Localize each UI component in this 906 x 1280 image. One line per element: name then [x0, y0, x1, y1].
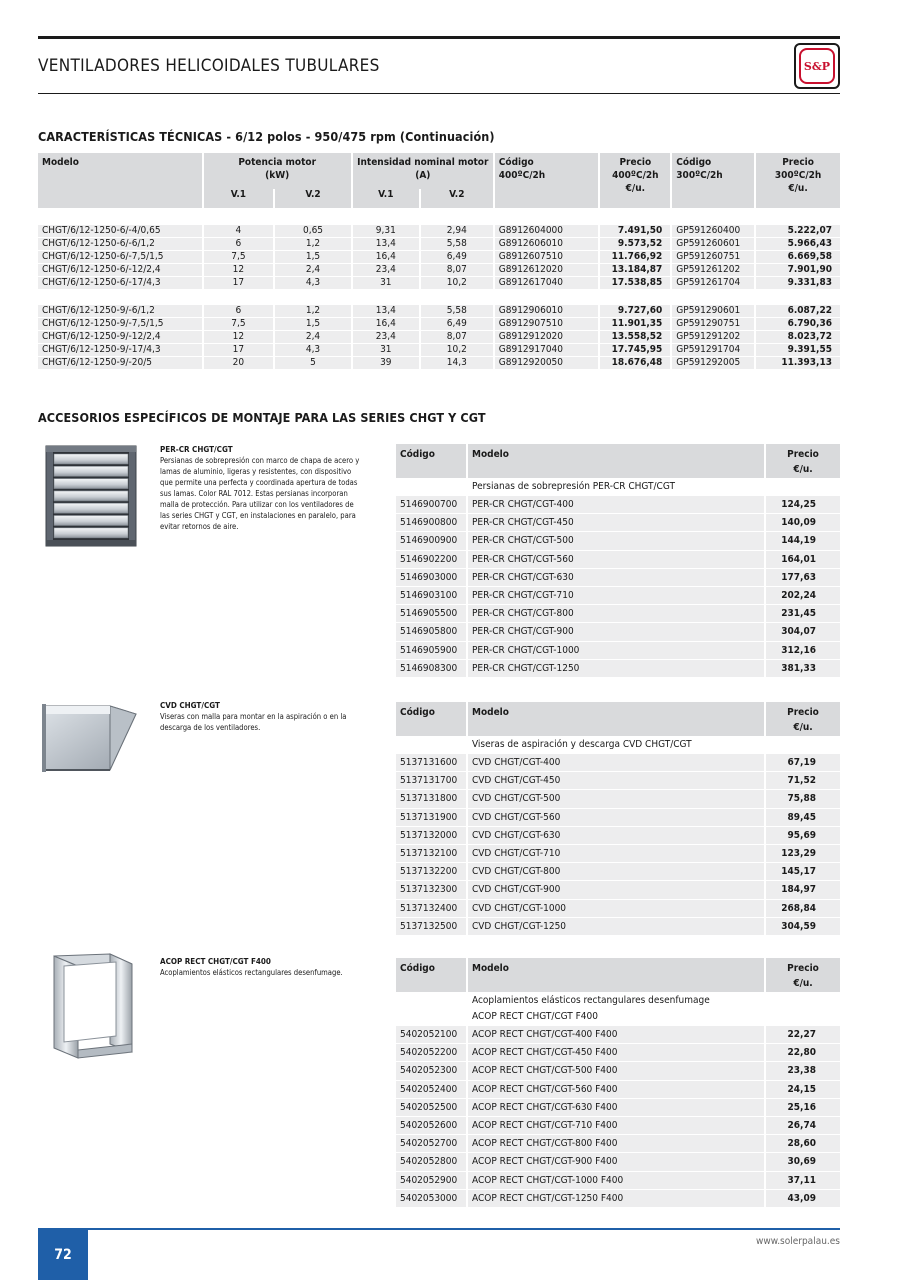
- col-codigo-300: Código 300ºC/2h: [676, 157, 723, 181]
- col-potencia-v2: V.2: [305, 189, 321, 200]
- lamella: [54, 466, 128, 476]
- tech-cell: GP591291202: [672, 331, 754, 344]
- table-row: [396, 623, 840, 641]
- tech-cell: 2,4: [275, 264, 351, 277]
- tech-cell: 13,4: [353, 305, 419, 318]
- tech-cell: 16,4: [353, 318, 419, 331]
- tech-cell: CHGT/6/12-1250-9/-20/5: [38, 357, 202, 370]
- cell-price: 89,45: [766, 809, 840, 827]
- cell-model: CVD CHGT/CGT-900: [468, 881, 764, 899]
- cell-model: ACOP RECT CHGT/CGT-630 F400: [468, 1099, 764, 1117]
- tech-cell: 11.901,35: [600, 318, 670, 331]
- cell-model: CVD CHGT/CGT-1250: [468, 918, 764, 936]
- table-row: [396, 496, 840, 514]
- tech-cell: 5.222,07: [756, 225, 840, 238]
- tech-cell: CHGT/6/12-1250-6/-12/2,4: [38, 264, 202, 277]
- cell-model: ACOP RECT CHGT/CGT-450 F400: [468, 1044, 764, 1062]
- table-row: [396, 1081, 840, 1099]
- table-row: [396, 900, 840, 918]
- tech-cell: 12: [204, 264, 274, 277]
- cell-code: 5402052600: [396, 1117, 466, 1135]
- tech-cell: 9,31: [353, 225, 419, 238]
- cell-code: 5402052400: [396, 1081, 466, 1099]
- cell-code: 5146900800: [396, 514, 466, 532]
- cell-model: ACOP RECT CHGT/CGT-560 F400: [468, 1081, 764, 1099]
- table-row: [396, 827, 840, 845]
- table-row: [396, 605, 840, 623]
- cell-code: 5402052100: [396, 1026, 466, 1044]
- louver-shutter-icon: [44, 444, 140, 548]
- cell-model: CVD CHGT/CGT-1000: [468, 900, 764, 918]
- col-codigo: Código: [400, 707, 435, 718]
- cell-code: 5402052500: [396, 1099, 466, 1117]
- table-row: [396, 1172, 840, 1190]
- tech-cell: G8912617040: [495, 277, 599, 290]
- tech-cell: 9.391,55: [756, 344, 840, 357]
- cell-model: CVD CHGT/CGT-500: [468, 790, 764, 808]
- website-link[interactable]: www.solerpalau.es: [756, 1236, 840, 1247]
- top-rule: [38, 36, 840, 39]
- tech-cell: G8912920050: [495, 357, 599, 370]
- table-row: [396, 1099, 840, 1117]
- tech-cell: CHGT/6/12-1250-6/-4/0,65: [38, 225, 202, 238]
- table-row: [396, 532, 840, 550]
- acc-table-acop: [394, 958, 842, 1208]
- tech-row: [38, 318, 840, 331]
- cell-price: 312,16: [766, 642, 840, 660]
- tech-cell: CHGT/6/12-1250-9/-7,5/1,5: [38, 318, 202, 331]
- cell-price: 304,07: [766, 623, 840, 641]
- tech-cell: G8912907510: [495, 318, 599, 331]
- tech-row: [38, 331, 840, 344]
- title-rule: [38, 93, 840, 94]
- acc-name-percr: PER-CR CHGT/CGT: [160, 445, 233, 454]
- tech-cell: 7.901,90: [756, 264, 840, 277]
- table-row: [396, 1117, 840, 1135]
- lamella: [54, 454, 128, 464]
- table-row: [396, 1062, 840, 1080]
- table-row: [396, 569, 840, 587]
- cell-price: 164,01: [766, 551, 840, 569]
- tech-cell: 2,94: [421, 225, 493, 238]
- col-potencia-v1: V.1: [230, 189, 247, 200]
- cell-model: PER-CR CHGT/CGT-400: [468, 496, 764, 514]
- table-row: [396, 1044, 840, 1062]
- tech-cell: 17.538,85: [600, 277, 670, 290]
- lamella: [54, 479, 128, 489]
- table-row: [396, 809, 840, 827]
- tech-section-title: CARACTERÍSTICAS TÉCNICAS - 6/12 polos - 950/475 rpm (Continuación): [38, 129, 495, 144]
- tech-cell: 5: [275, 357, 351, 370]
- tech-cell: 6.087,22: [756, 305, 840, 318]
- col-intensidad-v2: V.2: [449, 189, 465, 200]
- table-row: [396, 845, 840, 863]
- table-row: [396, 587, 840, 605]
- cell-price: 144,19: [766, 532, 840, 550]
- cell-model: ACOP RECT CHGT/CGT-400 F400: [468, 1026, 764, 1044]
- tech-cell: 10,2: [421, 344, 493, 357]
- lamella: [54, 491, 128, 501]
- tech-cell: 8.023,72: [756, 331, 840, 344]
- tech-cell: GP591261704: [672, 277, 754, 290]
- tech-cell: 31: [353, 344, 419, 357]
- acc-name-cvd: CVD CHGT/CGT: [160, 701, 220, 710]
- tech-cell: 17: [204, 344, 274, 357]
- cell-code: 5146900700: [396, 496, 466, 514]
- cell-model: ACOP RECT CHGT/CGT-500 F400: [468, 1062, 764, 1080]
- tech-row: [38, 225, 840, 238]
- tech-cell: CHGT/6/12-1250-6/-17/4,3: [38, 277, 202, 290]
- tech-cell: 6.790,36: [756, 318, 840, 331]
- cell-model: CVD CHGT/CGT-560: [468, 809, 764, 827]
- tech-cell: 11.393,13: [756, 357, 840, 370]
- cell-code: 5146905500: [396, 605, 466, 623]
- tech-cell: CHGT/6/12-1250-6/-7,5/1,5: [38, 251, 202, 264]
- tech-cell: 0,65: [275, 225, 351, 238]
- tech-cell: CHGT/6/12-1250-9/-6/1,2: [38, 305, 202, 318]
- table-row: [396, 1026, 840, 1044]
- col-precio-300: Precio 300ºC/2h €/u.: [774, 157, 822, 194]
- tech-cell: 31: [353, 277, 419, 290]
- col-precio-400: Precio 400ºC/2h €/u.: [612, 157, 659, 194]
- table-row: [396, 660, 840, 678]
- tech-cell: GP591291704: [672, 344, 754, 357]
- cell-model: PER-CR CHGT/CGT-1250: [468, 660, 764, 678]
- tech-cell: CHGT/6/12-1250-9/-12/2,4: [38, 331, 202, 344]
- footer-rule: [38, 1228, 840, 1230]
- cell-code: 5146903000: [396, 569, 466, 587]
- tech-cell: G8912612020: [495, 264, 599, 277]
- cell-price: 24,15: [766, 1081, 840, 1099]
- col-modelo: Modelo: [42, 157, 79, 168]
- table-row: [396, 1135, 840, 1153]
- group-label: Persianas de sobrepresión PER-CR CHGT/CGT: [472, 481, 675, 492]
- tech-cell: 4: [204, 225, 274, 238]
- cell-model: PER-CR CHGT/CGT-1000: [468, 642, 764, 660]
- cell-price: 28,60: [766, 1135, 840, 1153]
- cell-code: 5146905800: [396, 623, 466, 641]
- cell-code: 5137131900: [396, 809, 466, 827]
- cell-code: 5402052800: [396, 1153, 466, 1171]
- tech-row: [38, 305, 840, 318]
- tech-row: [38, 357, 840, 370]
- cell-price: 304,59: [766, 918, 840, 936]
- cell-model: CVD CHGT/CGT-800: [468, 863, 764, 881]
- lamella: [54, 503, 128, 513]
- tech-cell: 13.184,87: [600, 264, 670, 277]
- table-row: [396, 790, 840, 808]
- acc-name-acop: ACOP RECT CHGT/CGT F400: [160, 957, 271, 966]
- cell-price: 177,63: [766, 569, 840, 587]
- tech-cell: 23,4: [353, 331, 419, 344]
- tech-cell: GP591260601: [672, 238, 754, 251]
- cell-model: CVD CHGT/CGT-450: [468, 772, 764, 790]
- cell-price: 23,38: [766, 1062, 840, 1080]
- tech-cell: GP591260400: [672, 225, 754, 238]
- cell-code: 5402052700: [396, 1135, 466, 1153]
- tech-cell: 13.558,52: [600, 331, 670, 344]
- tech-cell: CHGT/6/12-1250-9/-17/4,3: [38, 344, 202, 357]
- tech-cell: CHGT/6/12-1250-6/-6/1,2: [38, 238, 202, 251]
- cell-price: 67,19: [766, 754, 840, 772]
- cell-code: 5146902200: [396, 551, 466, 569]
- tech-cell: 1,2: [275, 305, 351, 318]
- cell-code: 5146908300: [396, 660, 466, 678]
- logo-text: S&P: [799, 48, 835, 84]
- tech-cell: 8,07: [421, 264, 493, 277]
- cell-price: 71,52: [766, 772, 840, 790]
- tech-cell: 20: [204, 357, 274, 370]
- group-label: Acoplamientos elásticos rectangulares desenfumage ACOP RECT CHGT/CGT F400: [472, 995, 710, 1022]
- tech-cell: 8,07: [421, 331, 493, 344]
- cell-code: 5137131600: [396, 754, 466, 772]
- col-precio: Precio €/u.: [787, 963, 819, 989]
- tech-cell: 6: [204, 238, 274, 251]
- lamella: [54, 528, 128, 538]
- tech-cell: 2,4: [275, 331, 351, 344]
- col-codigo: Código: [400, 449, 435, 460]
- cell-price: 26,74: [766, 1117, 840, 1135]
- table-row: [396, 881, 840, 899]
- tech-cell: 1,5: [275, 251, 351, 264]
- cell-model: CVD CHGT/CGT-400: [468, 754, 764, 772]
- cell-model: CVD CHGT/CGT-630: [468, 827, 764, 845]
- tech-cell: 16,4: [353, 251, 419, 264]
- tech-cell: 17.745,95: [600, 344, 670, 357]
- tech-cell: 6: [204, 305, 274, 318]
- table-row: [396, 754, 840, 772]
- tech-cell: 6.669,58: [756, 251, 840, 264]
- table-row: [396, 863, 840, 881]
- col-potencia: Potencia motor (kW): [238, 157, 317, 181]
- tech-row: [38, 344, 840, 357]
- table-row: [396, 772, 840, 790]
- acc-desc-acop: Acoplamientos elásticos rectangulares desenfumage.: [160, 968, 343, 977]
- cell-model: PER-CR CHGT/CGT-800: [468, 605, 764, 623]
- cell-model: PER-CR CHGT/CGT-710: [468, 587, 764, 605]
- cell-price: 95,69: [766, 827, 840, 845]
- table-row: [396, 551, 840, 569]
- tech-cell: G8912917040: [495, 344, 599, 357]
- tech-row: [38, 264, 840, 277]
- col-intensidad: Intensidad nominal motor (A): [357, 157, 489, 181]
- tech-cell: 9.727,60: [600, 305, 670, 318]
- tech-cell: 23,4: [353, 264, 419, 277]
- lamella: [54, 516, 128, 526]
- tech-cell: 14,3: [421, 357, 493, 370]
- col-codigo-400: Código 400ºC/2h: [498, 157, 546, 181]
- table-row: [396, 514, 840, 532]
- cell-code: 5137132300: [396, 881, 466, 899]
- visor-hood-icon: [40, 700, 140, 776]
- cell-model: PER-CR CHGT/CGT-450: [468, 514, 764, 532]
- cell-price: 381,33: [766, 660, 840, 678]
- table-row: [396, 918, 840, 936]
- cell-price: 184,97: [766, 881, 840, 899]
- cell-price: 25,16: [766, 1099, 840, 1117]
- tech-cell: G8912606010: [495, 238, 599, 251]
- tech-cell: 17: [204, 277, 274, 290]
- tech-cell: 10,2: [421, 277, 493, 290]
- accessories-section-title: ACCESORIOS ESPECÍFICOS DE MONTAJE PARA LAS SERIES CHGT Y CGT: [38, 410, 486, 425]
- tech-cell: 1,5: [275, 318, 351, 331]
- table-row: [396, 642, 840, 660]
- tech-cell: 5,58: [421, 305, 493, 318]
- tech-cell: 1,2: [275, 238, 351, 251]
- tech-cell: G8912912020: [495, 331, 599, 344]
- cell-price: 22,27: [766, 1026, 840, 1044]
- acc-desc-percr: Persianas de sobrepresión con marco de chapa de acero y lamas de aluminio, ligeras y resistentes, con dispositivo que permite una perfecta y coordinada apertura de todas sus lamas. Color RAL 7012. Estas persianas incorporan malla de protección. Para utilizar con los ventiladores de las series CHGT y CGT, en instalaciones en paralelo, para evitar retornos de aire.: [160, 456, 360, 531]
- tech-cell: GP591260751: [672, 251, 754, 264]
- cell-price: 268,84: [766, 900, 840, 918]
- cell-price: 231,45: [766, 605, 840, 623]
- col-modelo: Modelo: [472, 963, 509, 974]
- tech-row: [38, 251, 840, 264]
- col-modelo: Modelo: [472, 449, 509, 460]
- tech-cell: 7,5: [204, 251, 274, 264]
- cell-model: PER-CR CHGT/CGT-900: [468, 623, 764, 641]
- tech-cell: 11.766,92: [600, 251, 670, 264]
- cell-model: ACOP RECT CHGT/CGT-800 F400: [468, 1135, 764, 1153]
- col-precio: Precio €/u.: [787, 449, 819, 475]
- group-label: Viseras de aspiración y descarga CVD CHGT/CGT: [472, 739, 692, 750]
- tech-cell: 4,3: [275, 277, 351, 290]
- acc-table-percr: [394, 444, 842, 678]
- tech-cell: 18.676,48: [600, 357, 670, 370]
- cell-model: PER-CR CHGT/CGT-560: [468, 551, 764, 569]
- cell-code: 5146903100: [396, 587, 466, 605]
- page-number: 72: [38, 1230, 88, 1280]
- cell-model: ACOP RECT CHGT/CGT-710 F400: [468, 1117, 764, 1135]
- cell-model: PER-CR CHGT/CGT-630: [468, 569, 764, 587]
- tech-row: [38, 277, 840, 290]
- rect-coupling-icon: [48, 952, 138, 1062]
- tech-cell: G8912906010: [495, 305, 599, 318]
- col-precio: Precio €/u.: [787, 707, 819, 733]
- cell-price: 124,25: [766, 496, 840, 514]
- cell-price: 202,24: [766, 587, 840, 605]
- tech-cell: GP591261202: [672, 264, 754, 277]
- cell-code: 5402052900: [396, 1172, 466, 1190]
- cell-price: 140,09: [766, 514, 840, 532]
- col-intensidad-v1: V.1: [378, 189, 394, 200]
- cell-code: 5137131700: [396, 772, 466, 790]
- cell-code: 5137132000: [396, 827, 466, 845]
- tech-cell: 5.966,43: [756, 238, 840, 251]
- cell-model: PER-CR CHGT/CGT-500: [468, 532, 764, 550]
- cell-code: 5402052300: [396, 1062, 466, 1080]
- tech-cell: GP591290601: [672, 305, 754, 318]
- col-modelo: Modelo: [472, 707, 509, 718]
- cell-price: 43,09: [766, 1190, 840, 1208]
- page-title: VENTILADORES HELICOIDALES TUBULARES: [38, 56, 380, 76]
- cell-price: 37,11: [766, 1172, 840, 1190]
- acc-table-cvd: [394, 702, 842, 936]
- cell-code: 5402053000: [396, 1190, 466, 1208]
- cell-code: 5137132500: [396, 918, 466, 936]
- tech-cell: GP591290751: [672, 318, 754, 331]
- table-row: [396, 1153, 840, 1171]
- cell-code: 5137132200: [396, 863, 466, 881]
- tech-cell: 5,58: [421, 238, 493, 251]
- tech-cell: 9.331,83: [756, 277, 840, 290]
- tech-cell: 7,5: [204, 318, 274, 331]
- cell-price: 22,80: [766, 1044, 840, 1062]
- tech-row: [38, 238, 840, 251]
- cell-code: 5146905900: [396, 642, 466, 660]
- tech-cell: 6,49: [421, 251, 493, 264]
- tech-cell: 4,3: [275, 344, 351, 357]
- cell-model: ACOP RECT CHGT/CGT-1000 F400: [468, 1172, 764, 1190]
- tech-cell: 12: [204, 331, 274, 344]
- tech-cell: 13,4: [353, 238, 419, 251]
- cell-price: 145,17: [766, 863, 840, 881]
- cell-model: CVD CHGT/CGT-710: [468, 845, 764, 863]
- cell-model: ACOP RECT CHGT/CGT-900 F400: [468, 1153, 764, 1171]
- cell-code: 5137131800: [396, 790, 466, 808]
- tech-table: [36, 153, 842, 370]
- cell-code: 5146900900: [396, 532, 466, 550]
- table-row: [396, 1190, 840, 1208]
- tech-cell: 6,49: [421, 318, 493, 331]
- tech-cell: 39: [353, 357, 419, 370]
- acc-desc-cvd: Viseras con malla para montar en la aspiración o en la descarga de los ventiladores.: [160, 712, 347, 732]
- cell-code: 5137132100: [396, 845, 466, 863]
- tech-cell: 9.573,52: [600, 238, 670, 251]
- tech-cell: G8912607510: [495, 251, 599, 264]
- cell-price: 123,29: [766, 845, 840, 863]
- tech-cell: GP591292005: [672, 357, 754, 370]
- cell-code: 5402052200: [396, 1044, 466, 1062]
- cell-model: ACOP RECT CHGT/CGT-1250 F400: [468, 1190, 764, 1208]
- brand-logo: [794, 43, 840, 89]
- tech-cell: G8912604000: [495, 225, 599, 238]
- cell-code: 5137132400: [396, 900, 466, 918]
- cell-price: 30,69: [766, 1153, 840, 1171]
- tech-cell: 7.491,50: [600, 225, 670, 238]
- col-codigo: Código: [400, 963, 435, 974]
- cell-price: 75,88: [766, 790, 840, 808]
